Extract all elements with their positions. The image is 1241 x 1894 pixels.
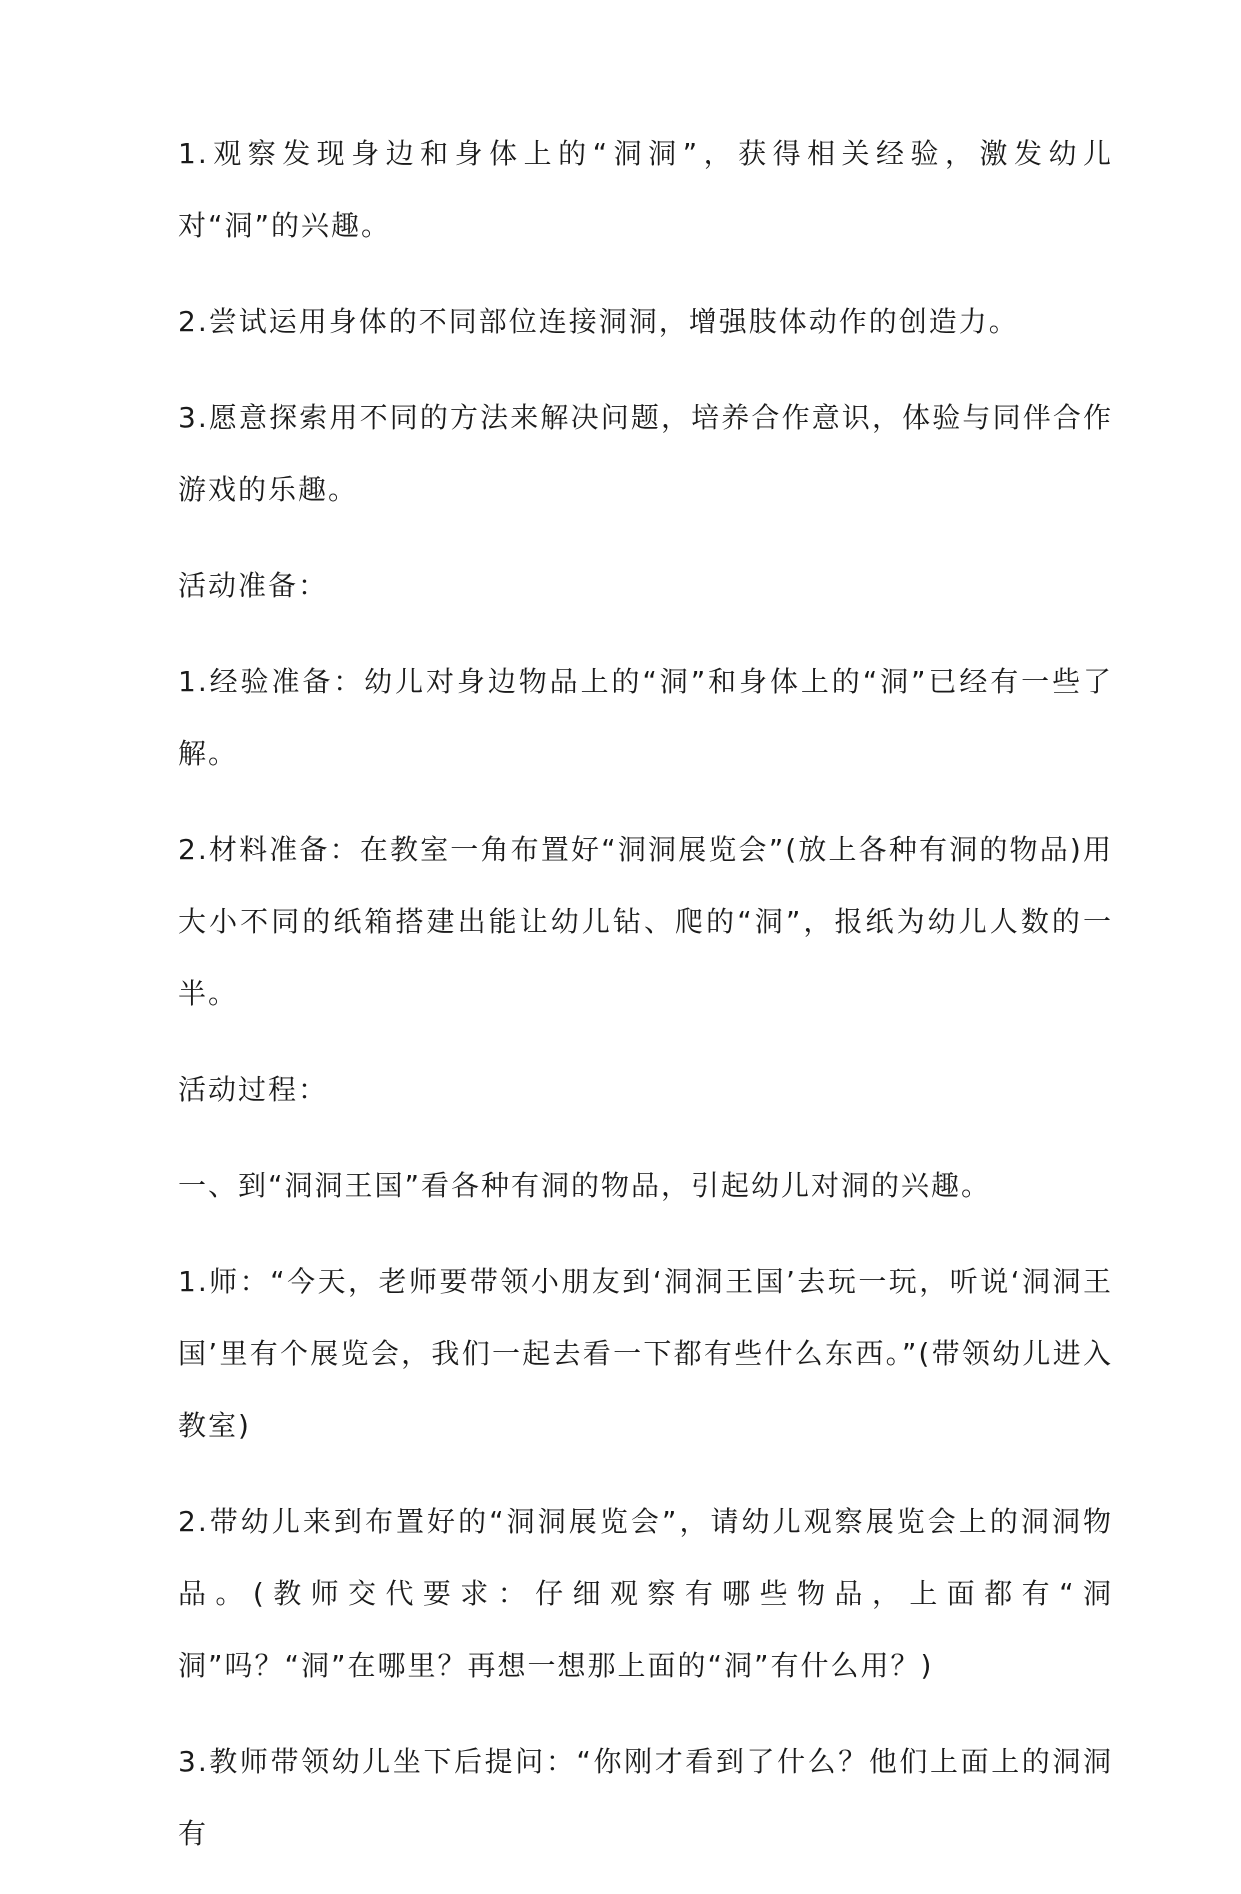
process-step-1: 一、到“洞洞王国”看各种有洞的物品，引起幼儿对洞的兴趣。 [178,1169,992,1202]
preparation-2: 2.材料准备：在教室一角布置好“洞洞展览会”(放上各种有洞的物品)用大小不同的纸箱搭建出能让幼儿钻、爬的“洞”，报纸为幼儿人数的一半。 [178,833,1113,1010]
objective-3: 3.愿意探索用不同的方法来解决问题，培养合作意识，体验与同伴合作游戏的乐趣。 [178,401,1113,506]
process-item-3: 3.教师带领幼儿坐下后提问：“你刚才看到了什么？他们上面上的洞洞有 [178,1745,1113,1850]
document-body [178,118,1113,1894]
section-heading-process: 活动过程： [178,1073,329,1106]
process-item-2: 2.带幼儿来到布置好的“洞洞展览会”，请幼儿观察展览会上的洞洞物品。(教师交代要求：仔细观察有哪些物品，上面都有“洞洞”吗？“洞”在哪里？再想一想那上面的“洞”有什么用？) [178,1505,1113,1682]
objective-2: 2.尝试运用身体的不同部位连接洞洞，增强肢体动作的创造力。 [178,305,1019,338]
section-heading-preparation: 活动准备： [178,569,329,602]
preparation-1: 1.经验准备：幼儿对身边物品上的“洞”和身体上的“洞”已经有一些了解。 [178,665,1113,770]
objective-1: 1.观察发现身边和身体上的“洞洞”，获得相关经验，激发幼儿对“洞”的兴趣。 [178,137,1113,242]
process-item-1: 1.师：“今天，老师要带领小朋友到‘洞洞王国’去玩一玩，听说‘洞洞王国’里有个展览会，我们一起去看一下都有些什么东西。”(带领幼儿进入教室) [178,1265,1113,1442]
